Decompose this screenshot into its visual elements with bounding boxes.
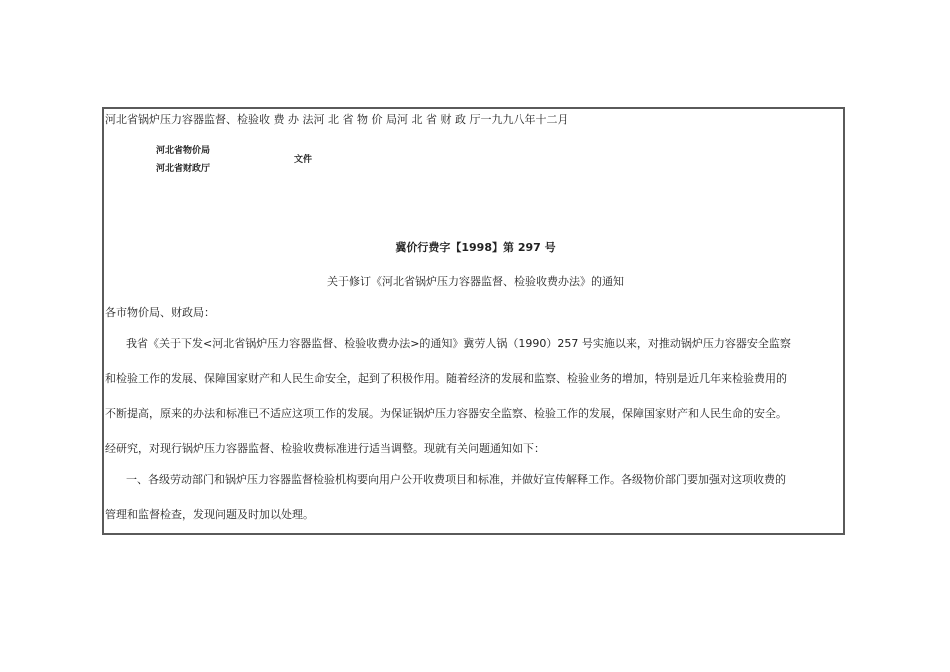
paragraph-line: 不断提高，原来的办法和标准已不适应这项工作的发展。为保证锅炉压力容器安全监察、检验工作的发展，保障国家财产和人民生命的安全。 <box>105 407 787 420</box>
issuer-finance-department: 河北省财政厅 <box>156 164 211 174</box>
paragraph-line: 一、各级劳动部门和锅炉压力容器监督检验机构要向用户公开收费项目和标准，并做好宣传解释工作。各级物价部门要加强对这项收费的 <box>126 473 786 486</box>
document-frame <box>102 107 845 535</box>
paragraph-line: 管理和监督检查，发现问题及时加以处理。 <box>105 508 314 521</box>
paragraph-line: 我省《关于下发<河北省锅炉压力容器监督、检验收费办法>的通知》冀劳人锅（1990）257 号实施以来，对推动锅炉压力容器安全监察 <box>126 337 791 350</box>
paragraph-line: 经研究，对现行锅炉压力容器监督、检验收费标准进行适当调整。现就有关问题通知如下： <box>105 442 545 455</box>
document-subject: 关于修订《河北省锅炉压力容器监督、检验收费办法》的通知 <box>327 275 624 288</box>
paragraph-line: 和检验工作的发展、保障国家财产和人民生命安全，起到了积极作用。随着经济的发展和监察、检验业务的增加，特别是近几年来检验费用的 <box>105 372 787 385</box>
issuer-price-bureau: 河北省物价局 <box>156 146 211 156</box>
document-number: 冀价行费字【1998】第 297 号 <box>395 241 556 254</box>
document-header: 河北省锅炉压力容器监督、检验收 费 办 法河 北 省 物 价 局河 北 省 财 政 厅一九九八年十二月 <box>105 113 569 126</box>
addressee: 各市物价局、财政局： <box>105 306 215 319</box>
document-type-label: 文件 <box>294 155 313 165</box>
